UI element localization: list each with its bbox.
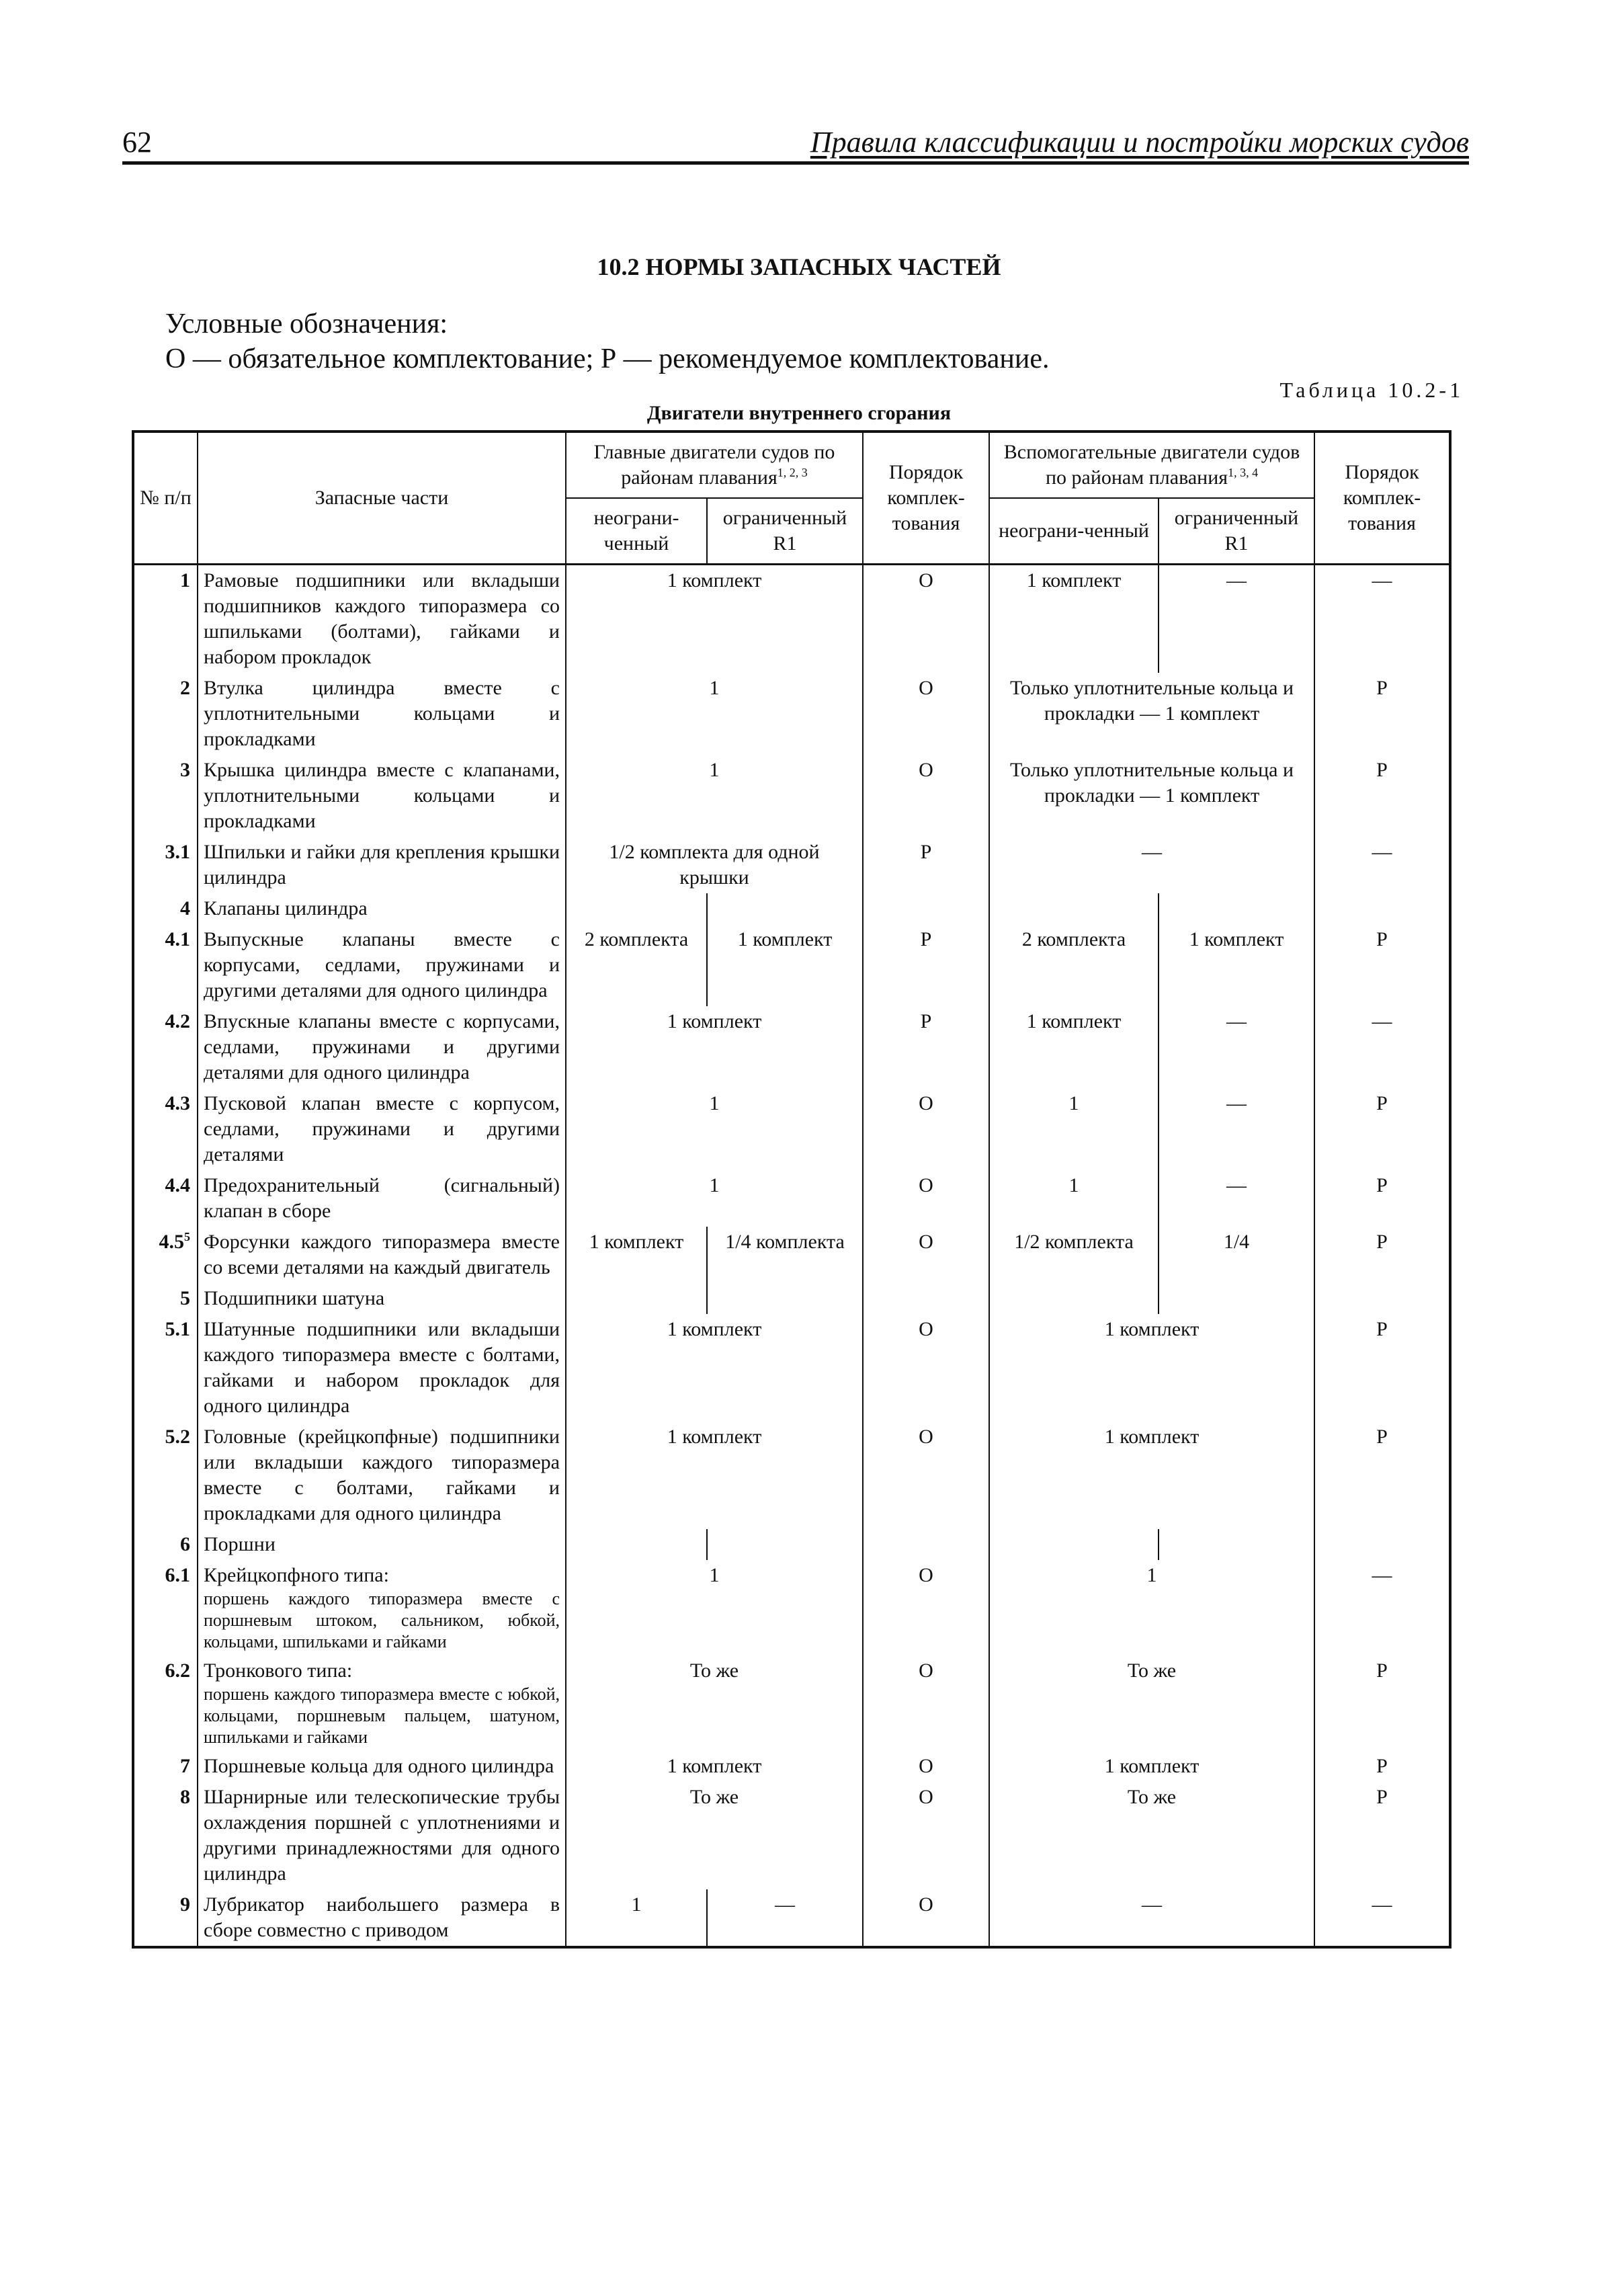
table-row <box>133 1314 1450 1422</box>
row-number <box>133 893 198 924</box>
table-row <box>133 1283 1450 1314</box>
table-row <box>133 1006 1450 1088</box>
col-header-num: № п/п <box>133 432 198 565</box>
order-aux-value: — <box>1314 565 1450 673</box>
row-number <box>133 1314 198 1422</box>
part-description-text: Впускные клапаны вместе с корпусами, седлами, пружинами и другими деталями для одного цилиндра <box>204 1010 560 1083</box>
row-number-text: 5.1 <box>165 1318 190 1340</box>
main-engines-value: 1 комплект <box>566 1314 863 1422</box>
part-description-text: Шатунные подшипники или вкладыши каждого типоразмера вместе с болтами, гайками и набором прокладок для одного цилиндра <box>204 1318 560 1417</box>
row-number <box>133 1782 198 1889</box>
main-engines-value: 1 <box>566 1170 863 1227</box>
row-number <box>133 755 198 837</box>
table-row <box>133 837 1450 893</box>
main-engines-value: 1 <box>566 673 863 755</box>
order-main-value: О <box>863 565 989 673</box>
part-description <box>198 1283 566 1314</box>
aux-engines-value: Только уплотнительные кольца и прокладки — 1 комплект <box>989 673 1314 755</box>
aux-engines-footnote: 1, 3, 4 <box>1228 466 1259 479</box>
row-number <box>133 1751 198 1782</box>
order-aux-value: Р <box>1314 1751 1450 1782</box>
aux-limited-value: — <box>1159 565 1314 673</box>
main-limited-value <box>707 893 863 924</box>
part-description-text: Рамовые подшипники или вкладыши подшипников каждого типоразмера со шпильками (болтами), гайками и набором прокладок <box>204 569 560 668</box>
order-aux-value <box>1314 1529 1450 1560</box>
row-number <box>133 565 198 673</box>
order-aux-value: Р <box>1314 1227 1450 1283</box>
main-limited-value: 1/4 комплекта <box>707 1227 863 1283</box>
part-description <box>198 1889 566 1947</box>
part-description-text: Втулка цилиндра вместе с уплотнительными кольцами и прокладками <box>204 677 560 750</box>
row-number-text: 4.1 <box>165 928 190 950</box>
aux-engines-value: 1 комплект <box>989 1751 1314 1782</box>
row-number <box>133 1088 198 1170</box>
part-description-text: Выпускные клапаны вместе с корпусами, седлами, пружинами и другими деталями для одного цилиндра <box>204 928 560 1001</box>
aux-unlimited-value <box>989 893 1159 924</box>
part-description <box>198 1422 566 1529</box>
table-row <box>133 1170 1450 1227</box>
order-aux-value: — <box>1314 837 1450 893</box>
row-number <box>133 1655 198 1751</box>
row-number <box>133 924 198 1006</box>
table-row <box>133 924 1450 1006</box>
table-row <box>133 1751 1450 1782</box>
main-engines-label: Главные двигатели судов по районам плавания <box>593 441 835 489</box>
main-unlimited-value <box>566 893 707 924</box>
section-title: 10.2 НОРМЫ ЗАПАСНЫХ ЧАСТЕЙ <box>597 253 1001 280</box>
order-aux-value: — <box>1314 1560 1450 1655</box>
row-number-text: 4 <box>180 897 190 919</box>
order-main-value: О <box>863 673 989 755</box>
part-description-text: Поршни <box>204 1533 276 1555</box>
row-number-text: 2 <box>180 677 190 699</box>
part-description-text: Лубрикатор наибольшего размера в сборе совместно с приводом <box>204 1893 560 1941</box>
row-number <box>133 1529 198 1560</box>
order-main-value: Р <box>863 924 989 1006</box>
part-description <box>198 1227 566 1283</box>
part-description-text: Предохранительный (сигнальный) клапан в сборе <box>204 1174 560 1222</box>
table-row <box>133 1227 1450 1283</box>
table-row <box>133 673 1450 755</box>
row-number <box>133 1170 198 1227</box>
header-rule <box>122 161 1469 165</box>
order-main-value: О <box>863 1655 989 1751</box>
main-engines-value: 1 комплект <box>566 565 863 673</box>
part-description <box>198 1751 566 1782</box>
part-subdescription: поршень каждого типоразмера вместе с поршневым штоком, сальником, юбкой, кольцами, шпильками и гайками <box>204 1589 560 1651</box>
main-engines-value: 1 <box>566 1088 863 1170</box>
aux-engines-value: — <box>989 837 1314 893</box>
aux-engines-value: 1 комплект <box>989 1422 1314 1529</box>
part-description <box>198 1088 566 1170</box>
order-aux-value: Р <box>1314 924 1450 1006</box>
aux-unlimited-value: 1 <box>989 1170 1159 1227</box>
legend-title: Условные обозначения: <box>165 309 448 339</box>
order-aux-value: Р <box>1314 1422 1450 1529</box>
part-description <box>198 1314 566 1422</box>
part-description <box>198 1529 566 1560</box>
table-row <box>133 1088 1450 1170</box>
legend-text: О — обязательное комплектование; Р — рекомендуемое комплектование. <box>165 343 1050 374</box>
main-engines-value: 1 комплект <box>566 1006 863 1088</box>
main-engines-value: То же <box>566 1655 863 1751</box>
part-description <box>198 893 566 924</box>
table-header-row-1 <box>133 432 1450 498</box>
table-row <box>133 755 1450 837</box>
row-number-text: 3.1 <box>165 841 190 863</box>
table-row <box>133 1560 1450 1655</box>
main-unlimited-value: 1 комплект <box>566 1227 707 1283</box>
aux-limited-value <box>1159 1283 1314 1314</box>
aux-engines-value: Только уплотнительные кольца и прокладки — 1 комплект <box>989 755 1314 837</box>
order-aux-value: Р <box>1314 1088 1450 1170</box>
part-description-text: Пусковой клапан вместе с корпусом, седлами, пружинами и другими деталями <box>204 1092 560 1165</box>
part-description-text: Поршневые кольца для одного цилиндра <box>204 1755 554 1777</box>
spare-parts-table <box>132 430 1452 1949</box>
order-aux-value: — <box>1314 1006 1450 1088</box>
row-number <box>133 1560 198 1655</box>
order-aux-value: Р <box>1314 1782 1450 1889</box>
spare-parts-table-wrapper <box>132 430 1449 1949</box>
row-number-text: 6 <box>180 1533 190 1555</box>
main-engines-value: То же <box>566 1782 863 1889</box>
row-number-text: 7 <box>180 1755 190 1777</box>
row-number-text: 5.2 <box>165 1426 190 1448</box>
row-number <box>133 1283 198 1314</box>
order-aux-value: Р <box>1314 755 1450 837</box>
row-number-text: 4.4 <box>165 1174 190 1196</box>
aux-limited-value: 1/4 <box>1159 1227 1314 1283</box>
table-row <box>133 893 1450 924</box>
main-limited-value: — <box>707 1889 863 1947</box>
aux-unlimited-value: 1/2 комплекта <box>989 1227 1159 1283</box>
part-description <box>198 924 566 1006</box>
part-description-text: Крышка цилиндра вместе с клапанами, уплотнительными кольцами и прокладками <box>204 759 560 832</box>
part-description-text: Головные (крейцкопфные) подшипники или вкладыши каждого типоразмера вместе с болтами, гайками и прокладками для одного цилиндра <box>204 1426 560 1524</box>
part-description <box>198 1560 566 1655</box>
main-unlimited-value: 1 <box>566 1889 707 1947</box>
row-number <box>133 837 198 893</box>
order-aux-value <box>1314 1283 1450 1314</box>
table-row <box>133 1529 1450 1560</box>
row-number <box>133 1227 198 1283</box>
part-description-text: Тронкового типа: <box>204 1659 353 1682</box>
aux-limited-value <box>1159 1529 1314 1560</box>
row-number-text: 8 <box>180 1786 190 1808</box>
main-limited-value: 1 комплект <box>707 924 863 1006</box>
table-row <box>133 1889 1450 1947</box>
row-number <box>133 673 198 755</box>
main-engines-value: 1 <box>566 1560 863 1655</box>
order-aux-value: Р <box>1314 1655 1450 1751</box>
order-main-value: О <box>863 755 989 837</box>
order-main-value: О <box>863 1227 989 1283</box>
table-row <box>133 1782 1450 1889</box>
aux-engines-value: То же <box>989 1655 1314 1751</box>
part-description-text: Крейцкопфного типа: <box>204 1564 389 1586</box>
col-header-aux-limited: ограниченный R1 <box>1159 498 1314 565</box>
order-aux-value <box>1314 893 1450 924</box>
part-description-text: Шарнирные или телескопические трубы охлаждения поршней с уплотнениями и другими принадлежностями для одного цилиндра <box>204 1786 560 1885</box>
order-aux-value: Р <box>1314 1314 1450 1422</box>
order-main-value <box>863 1529 989 1560</box>
page-number: 62 <box>122 126 152 159</box>
aux-unlimited-value: 1 комплект <box>989 565 1159 673</box>
row-number-text: 5 <box>180 1287 190 1309</box>
main-engines-value: 1 <box>566 755 863 837</box>
main-limited-value <box>707 1529 863 1560</box>
col-header-main-unlimited: неограни-ченный <box>566 498 707 565</box>
aux-unlimited-value: 1 комплект <box>989 1006 1159 1088</box>
table-subtitle: Двигатели внутреннего сгорания <box>646 402 952 424</box>
table-row <box>133 1655 1450 1751</box>
order-main-value <box>863 893 989 924</box>
aux-engines-value: 1 <box>989 1560 1314 1655</box>
row-number-text: 3 <box>180 759 190 781</box>
part-description <box>198 837 566 893</box>
order-main-value: О <box>863 1889 989 1947</box>
part-description-text: Шпильки и гайки для крепления крышки цилиндра <box>204 841 560 889</box>
col-header-main-engines <box>566 432 863 498</box>
col-header-order-main: Порядок комплек-тования <box>863 432 989 565</box>
order-main-value: О <box>863 1422 989 1529</box>
part-description-text: Клапаны цилиндра <box>204 897 368 919</box>
order-main-value: О <box>863 1560 989 1655</box>
part-description <box>198 1782 566 1889</box>
order-aux-value: Р <box>1314 673 1450 755</box>
order-main-value <box>863 1283 989 1314</box>
col-header-parts: Запасные части <box>198 432 566 565</box>
part-description-text: Подшипники шатуна <box>204 1287 385 1309</box>
main-engines-footnote: 1, 2, 3 <box>777 466 808 479</box>
row-number-text: 4.3 <box>165 1092 190 1114</box>
order-main-value: О <box>863 1314 989 1422</box>
row-number-text: 1 <box>180 569 190 591</box>
aux-engines-value: То же <box>989 1782 1314 1889</box>
row-number-footnote: 5 <box>184 1230 190 1243</box>
main-unlimited-value <box>566 1283 707 1314</box>
aux-limited-value: 1 комплект <box>1159 924 1314 1006</box>
order-aux-value: — <box>1314 1889 1450 1947</box>
col-header-aux-engines <box>989 432 1314 498</box>
part-description <box>198 1006 566 1088</box>
aux-engines-label: Вспомогательные двигатели судов по районам плавания <box>1003 441 1300 489</box>
part-description <box>198 1170 566 1227</box>
table-row <box>133 565 1450 673</box>
order-main-value: О <box>863 1782 989 1889</box>
aux-limited-value: — <box>1159 1088 1314 1170</box>
col-header-main-limited: ограниченный R1 <box>707 498 863 565</box>
col-header-aux-unlimited: неограни-ченный <box>989 498 1159 565</box>
part-description <box>198 755 566 837</box>
table-body <box>133 565 1450 1948</box>
row-number <box>133 1889 198 1947</box>
col-header-order-aux: Порядок комплек-тования <box>1314 432 1450 565</box>
main-limited-value <box>707 1283 863 1314</box>
aux-unlimited-value <box>989 1283 1159 1314</box>
order-main-value: Р <box>863 1006 989 1088</box>
aux-unlimited-value <box>989 1529 1159 1560</box>
table-caption: Таблица 10.2-1 <box>1279 378 1464 402</box>
row-number <box>133 1006 198 1088</box>
aux-unlimited-value: 2 комплекта <box>989 924 1159 1006</box>
order-main-value: О <box>863 1088 989 1170</box>
part-description <box>198 565 566 673</box>
aux-limited-value: — <box>1159 1170 1314 1227</box>
part-description <box>198 673 566 755</box>
aux-engines-value: 1 комплект <box>989 1314 1314 1422</box>
aux-unlimited-value: 1 <box>989 1088 1159 1170</box>
aux-limited-value: — <box>1159 1006 1314 1088</box>
row-number-text: 4.5 <box>159 1231 184 1253</box>
order-main-value: О <box>863 1751 989 1782</box>
main-engines-value: 1 комплект <box>566 1751 863 1782</box>
main-engines-value: 1/2 комплекта для одной крышки <box>566 837 863 893</box>
main-engines-value: 1 комплект <box>566 1422 863 1529</box>
part-subdescription: поршень каждого типоразмера вместе с юбкой, кольцами, поршневым пальцем, шатуном, шпильками и гайками <box>204 1684 560 1747</box>
row-number <box>133 1422 198 1529</box>
main-unlimited-value <box>566 1529 707 1560</box>
main-unlimited-value: 2 комплекта <box>566 924 707 1006</box>
table-row <box>133 1422 1450 1529</box>
order-main-value: Р <box>863 837 989 893</box>
aux-engines-value: — <box>989 1889 1314 1947</box>
row-number-text: 9 <box>180 1893 190 1916</box>
order-aux-value: Р <box>1314 1170 1450 1227</box>
part-description <box>198 1655 566 1751</box>
row-number-text: 4.2 <box>165 1010 190 1032</box>
part-description-text: Форсунки каждого типоразмера вместе со всеми деталями на каждый двигатель <box>204 1231 560 1278</box>
aux-limited-value <box>1159 893 1314 924</box>
running-title: Правила классификации и постройки морских судов <box>810 126 1469 159</box>
row-number-text: 6.1 <box>165 1564 190 1586</box>
row-number-text: 6.2 <box>165 1659 190 1682</box>
order-main-value: О <box>863 1170 989 1227</box>
